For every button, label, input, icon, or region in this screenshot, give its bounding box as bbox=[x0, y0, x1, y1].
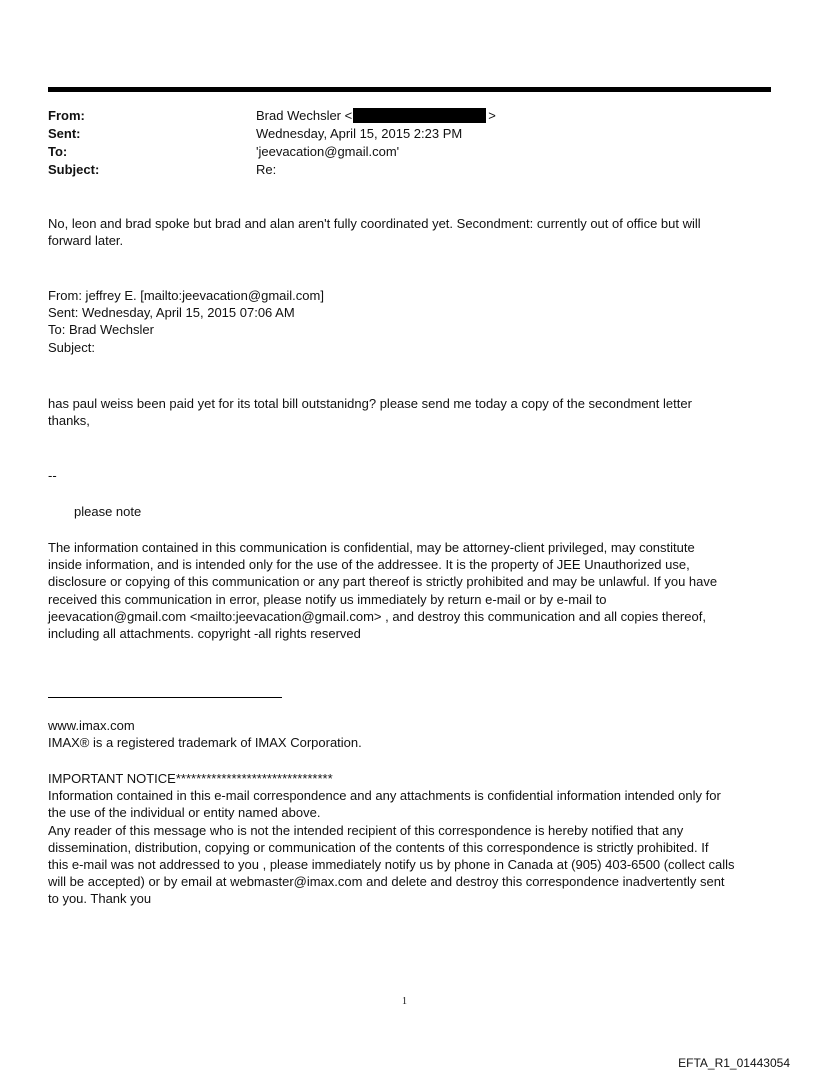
subject-value: Re: bbox=[256, 162, 277, 177]
notice-line: Any reader of this message who is not the intended recipient of this correspondence is hereby notified that any bbox=[48, 822, 684, 838]
notice-line: will be accepted) or by email at webmaster@imax.com and delete and destroy this correspondence inadvertently sent bbox=[48, 874, 725, 890]
notice-line: Information contained in this e-mail correspondence and any attachments is confidential information intended only for bbox=[48, 788, 721, 804]
header-divider bbox=[48, 87, 771, 92]
sent-label: Sent: bbox=[48, 126, 81, 141]
to-label: To: bbox=[48, 144, 68, 159]
sent-value: Wednesday, April 15, 2015 2:23 PM bbox=[256, 126, 463, 141]
disclaimer-line: disclosure or copying of this communication or any part thereof is strictly prohibited and may be unlawful. If you have bbox=[48, 574, 718, 590]
from-close: > bbox=[488, 108, 496, 123]
notice-line: this e-mail was not addressed to you , please immediately notify us by phone in Canada at (905) 403-6500 (collect calls bbox=[48, 857, 735, 873]
quoted-to: To: Brad Wechsler bbox=[48, 322, 154, 338]
subject-label: Subject: bbox=[48, 162, 100, 177]
quoted-subject: Subject: bbox=[48, 339, 95, 355]
disclaimer-line: The information contained in this communication is confidential, may be attorney-client privileged, may constitute bbox=[48, 540, 695, 555]
page-number: 1 bbox=[402, 996, 407, 1007]
important-notice bbox=[48, 770, 735, 908]
disclaimer-line: received this communication in error, please notify us immediately by return e-mail or by e-mail to bbox=[48, 591, 607, 607]
quoted-sent: Sent: Wednesday, April 15, 2015 07:06 AM bbox=[48, 305, 295, 321]
from-name: Brad Wechsler < bbox=[256, 108, 353, 123]
imax-trademark: IMAX® is a registered trademark of IMAX Corporation. bbox=[48, 735, 362, 751]
signature-divider bbox=[48, 697, 282, 698]
quoted-from: From: jeffrey E. [mailto:jeevacation@gmail.com] bbox=[48, 288, 324, 303]
signature-separator: -- bbox=[48, 468, 57, 483]
notice-line: the use of the individual or entity named above. bbox=[48, 805, 321, 821]
original-message bbox=[48, 395, 692, 429]
from-label: From: bbox=[48, 108, 85, 123]
to-value: 'jeevacation@gmail.com' bbox=[256, 144, 400, 159]
imax-signature bbox=[48, 717, 362, 751]
disclaimer-line: including all attachments. copyright -all rights reserved bbox=[48, 626, 361, 642]
from-value bbox=[256, 107, 496, 125]
disclaimer-line: jeevacation@gmail.com <mailto:jeevacation@gmail.com> , and destroy this communication and all copies thereof, bbox=[48, 608, 706, 624]
notice-line: IMPORTANT NOTICE******************************* bbox=[48, 771, 333, 786]
original-line: has paul weiss been paid yet for its total bill outstanidng? please send me today a copy of the secondment letter bbox=[48, 396, 692, 411]
original-line: thanks, bbox=[48, 413, 90, 429]
disclaimer-line: inside information, and is intended only for the use of the addressee. It is the property of JEE Unauthorized use, bbox=[48, 557, 690, 573]
redaction-box bbox=[353, 108, 486, 123]
bates-number: EFTA_R1_01443054 bbox=[678, 1056, 790, 1070]
reply-line: forward later. bbox=[48, 233, 124, 249]
imax-website: www.imax.com bbox=[48, 718, 135, 733]
notice-line: to you. Thank you bbox=[48, 891, 152, 907]
reply-body bbox=[48, 215, 701, 249]
reply-line: No, leon and brad spoke but brad and alan aren't fully coordinated yet. Secondment: currently out of office but will bbox=[48, 216, 701, 231]
notice-line: dissemination, distribution, copying or communication of the contents of this correspondence is strictly prohibited. If bbox=[48, 839, 709, 855]
quoted-header bbox=[48, 287, 324, 356]
please-note: please note bbox=[74, 504, 142, 519]
disclaimer bbox=[48, 539, 717, 642]
